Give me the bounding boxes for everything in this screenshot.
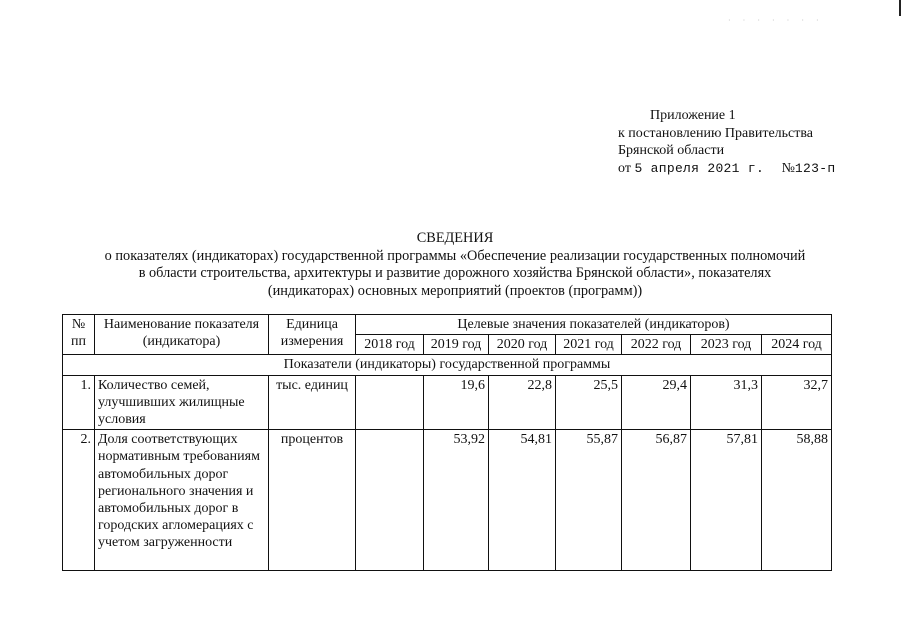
col-unit-header — [269, 315, 356, 355]
section-row — [63, 355, 832, 375]
heading-line-2: в области строительства, архитектуры и развитие дорожного хозяйства Брянской области», показателях — [138, 265, 772, 282]
row-number: 1. — [63, 375, 95, 430]
appendix-title: Приложение 1 — [650, 108, 736, 123]
appendix-date-line — [618, 160, 835, 178]
value-cell: 29,4 — [622, 375, 691, 430]
date-prefix: от — [618, 160, 631, 176]
year-header: 2020 год — [489, 335, 556, 355]
value-cell — [356, 430, 424, 571]
year-header: 2019 год — [424, 335, 489, 355]
value-cell: 57,81 — [691, 430, 762, 571]
value-cell: 25,5 — [556, 375, 622, 430]
table-row — [63, 430, 832, 571]
value-cell: 58,88 — [762, 430, 832, 571]
row-number: 2. — [63, 430, 95, 571]
scan-noise: · · · · · · · — [728, 16, 824, 25]
year-header: 2022 год — [622, 335, 691, 355]
indicator-unit: тыс. единиц — [269, 375, 356, 430]
header-row-1 — [63, 315, 832, 335]
appendix-decree-line: к постановлению Правительства — [618, 125, 814, 141]
document-title: СВЕДЕНИЯ — [416, 230, 494, 246]
heading-line-3: (индикаторах) основных мероприятий (проектов (программ)) — [267, 282, 643, 299]
col-target-header: Целевые значения показателей (индикаторов) — [356, 315, 832, 335]
value-cell: 31,3 — [691, 375, 762, 430]
year-header: 2018 год — [356, 335, 424, 355]
value-cell: 55,87 — [556, 430, 622, 571]
col-number-line1: № — [71, 317, 86, 332]
table-row — [63, 375, 832, 430]
document-heading — [60, 230, 850, 300]
section-title: Показатели (индикаторы) государственной программы — [63, 355, 832, 375]
year-header: 2024 год — [762, 335, 832, 355]
value-cell: 54,81 — [489, 430, 556, 571]
col-number-header — [63, 315, 95, 355]
value-cell: 53,92 — [424, 430, 489, 571]
value-cell — [356, 375, 424, 430]
appendix-block — [618, 107, 835, 177]
value-cell: 56,87 — [622, 430, 691, 571]
year-header: 2021 год — [556, 335, 622, 355]
indicator-name: Доля соответствующих нормативным требованиям автомобильных дорог регионального значения и автомобильных дорог в городских агломерациях с учетом загруженности — [95, 430, 269, 571]
value-cell: 19,6 — [424, 375, 489, 430]
col-number-line2: пп — [71, 334, 86, 350]
col-unit-line2: измерения — [280, 334, 344, 350]
date-value: 5 апреля 2021 г. — [634, 160, 765, 176]
heading-line-1: о показателях (индикаторах) государственной программы «Обеспечение реализации государственных полномочий — [104, 247, 806, 264]
indicator-unit: процентов — [269, 430, 356, 571]
indicators-table — [62, 314, 832, 571]
year-header: 2023 год — [691, 335, 762, 355]
col-name-header: Наименование показателя (индикатора) — [95, 315, 269, 355]
appendix-region-line: Брянской области — [618, 143, 725, 158]
indicator-name: Количество семей, улучшивших жилищные условия — [95, 375, 269, 430]
col-unit-line1: Единица — [286, 317, 338, 332]
value-cell: 22,8 — [489, 375, 556, 430]
scan-edge-mark — [899, 0, 901, 16]
number-value: 123-п — [794, 160, 836, 176]
number-label: № — [781, 160, 795, 176]
value-cell: 32,7 — [762, 375, 832, 430]
